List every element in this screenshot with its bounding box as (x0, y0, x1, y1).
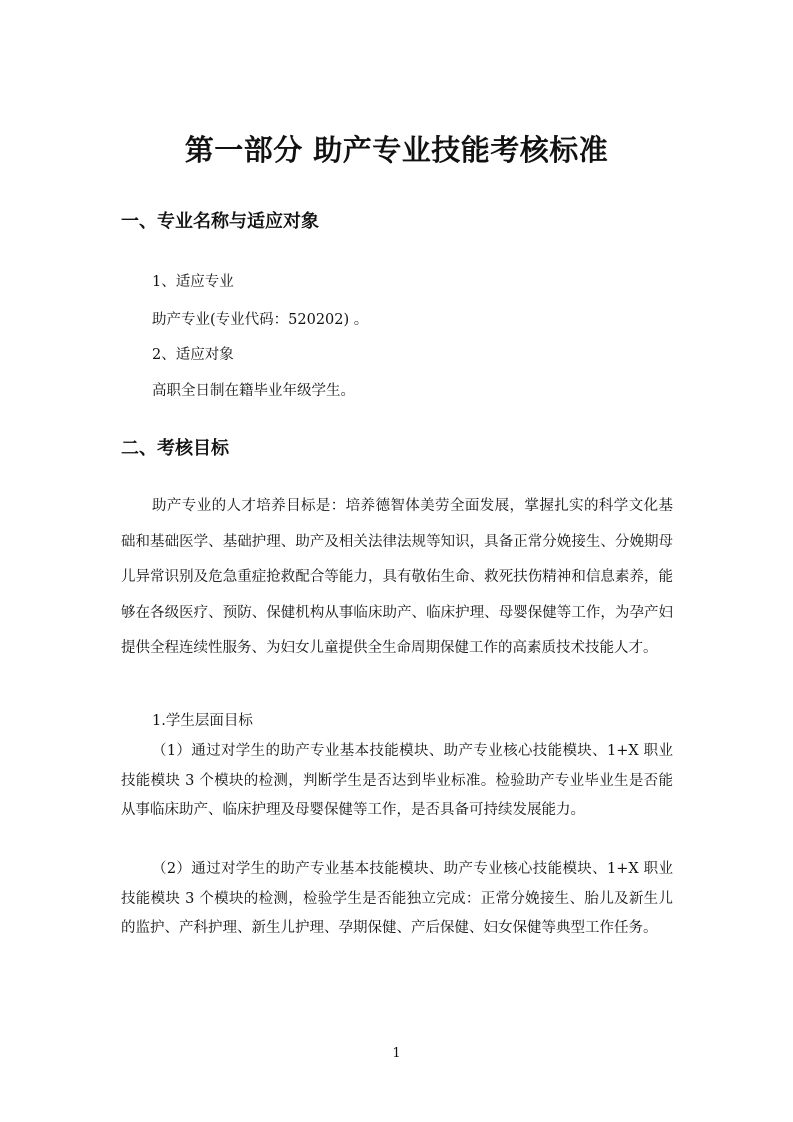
training-goal-paragraph: 助产专业的人才培养目标是：培养德智体美劳全面发展，掌握扎实的科学文化基础和基础医学、基础护理、助产及相关法律法规等知识，具备正常分娩接生、分娩期母儿异常识别及危急重症抢救配合等能力，具有敬佑生命、救死扶伤精神和信息素养，能够在各级医疗、预防、保健机构从事临床助产、临床护理、母婴保健等工作，为孕产妇提供全程连续性服务、为妇女儿童提供全生命周期保健工作的高素质技术技能人才。 (121, 498, 673, 656)
student-level-goals-subheading: 1.学生层面目标 (152, 713, 253, 729)
section-heading-major-and-target: 一、专业名称与适应对象 (121, 211, 319, 232)
item-applicable-major-label: 1、适应专业 (152, 274, 234, 290)
item-applicable-target-label: 2、适应对象 (152, 347, 234, 363)
page-title: 第一部分 助产专业技能考核标准 (184, 133, 609, 167)
page-number: 1 (392, 1046, 401, 1061)
item-target-students-text: 高职全日制在籍毕业年级学生。 (152, 383, 355, 399)
goal-point-2-paragraph: （2）通过对学生的助产专业基本技能模块、助产专业核心技能模块、1+X 职业技能模块 3 个模块的检测，检验学生是否能独立完成：正常分娩接生、胎儿及新生儿的监护、产科护理、新生儿护理、孕期保健、产后保健、妇女保健等典型工作任务。 (121, 861, 673, 936)
item-major-code-text: 助产专业(专业代码：520202) 。 (152, 312, 369, 328)
section-heading-assessment-goals: 二、考核目标 (121, 438, 229, 459)
goal-point-1-paragraph: （1）通过对学生的助产专业基本技能模块、助产专业核心技能模块、1+X 职业技能模块 3 个模块的检测，判断学生是否达到毕业标准。检验助产专业毕业生是否能从事临床助产、临床护理及母婴保健等工作，是否具备可持续发展能力。 (121, 743, 673, 818)
